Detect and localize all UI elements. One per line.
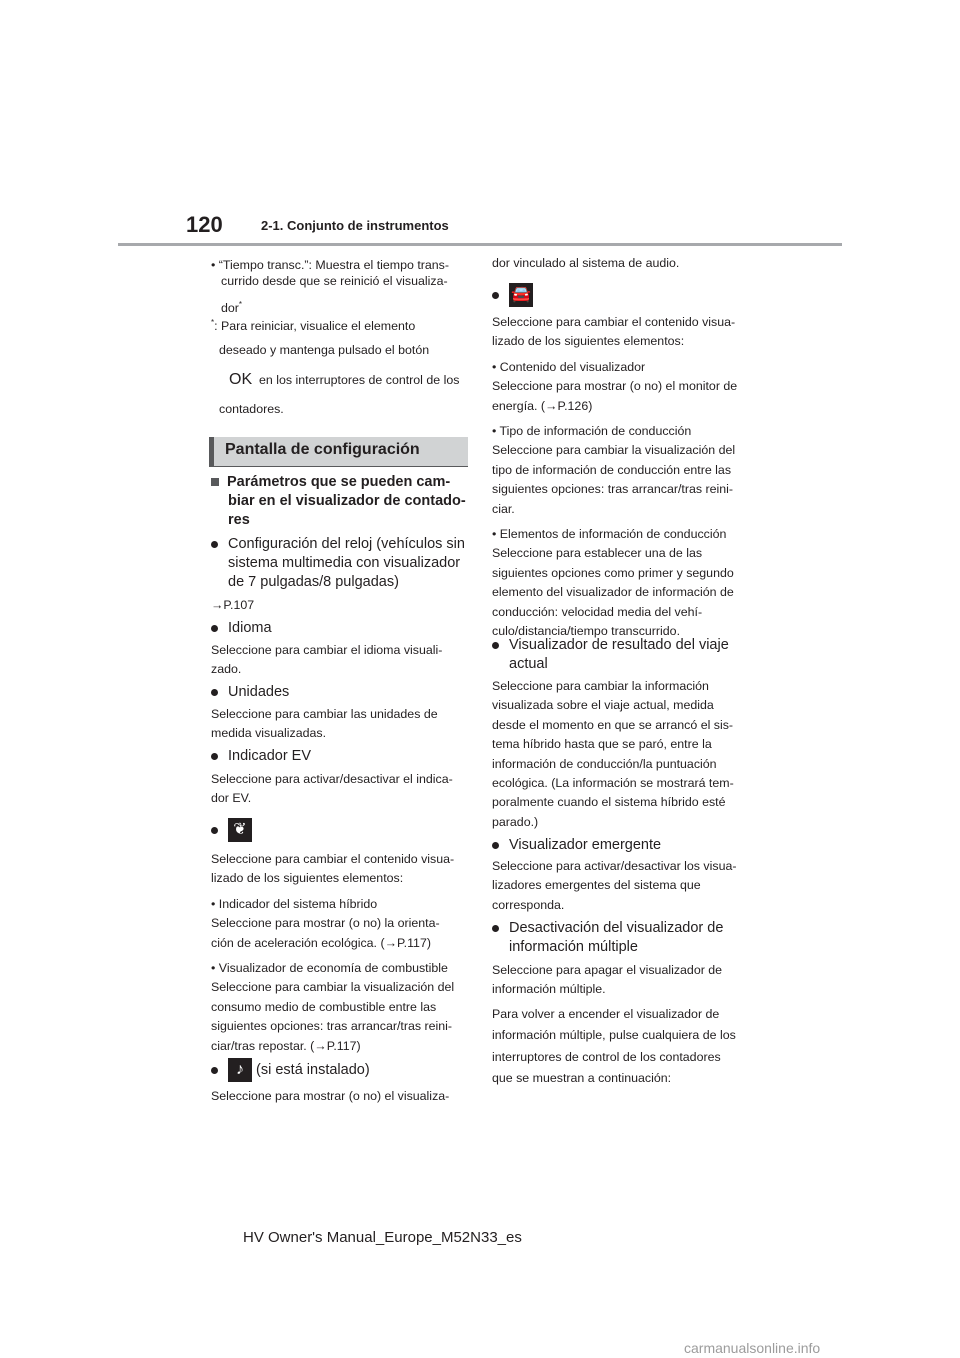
bullet-icon — [211, 1067, 218, 1074]
music-note-icon: ♪ — [228, 1058, 252, 1082]
item-audio-heading: ♪ (si está instalado) — [211, 1058, 370, 1082]
subheading: Parámetros que se pueden cam- biar en el visualizador de contado- res — [211, 473, 466, 530]
item-trip-heading: Visualizador de resultado del viaje actual — [492, 636, 729, 674]
bullet-icon — [211, 689, 218, 696]
item-eco-heading — [211, 818, 252, 842]
page-number: 120 — [186, 212, 223, 237]
eco-leaf-icon: ❦ — [228, 818, 252, 842]
bullet-icon — [492, 292, 499, 299]
square-bullet-icon — [211, 478, 219, 486]
bullet-icon — [211, 753, 218, 760]
bullet-icon — [211, 827, 218, 834]
item-car-heading — [492, 283, 533, 307]
item-off-heading: Desactivación del visualizador de información múltiple — [492, 919, 723, 957]
section-heading-rule — [209, 466, 468, 467]
item-trip-text: Seleccione para cambiar la información visualizada sobre el viaje actual, medida desde el momento en que se arrancó el sis- tema híbrido hasta que se paró, entre la información de conducción/la puntuación ecológica. (La información se mostrará tem- poralmente cuando el sistema híbrido esté parado.) — [492, 679, 734, 829]
car-info-icon: 🚘 — [509, 283, 533, 307]
item-units-text: Seleccione para cambiar las unidades de medida visualizadas. — [211, 707, 438, 741]
item-ev-heading: Indicador EV — [211, 747, 311, 766]
item-car-text: Seleccione para cambiar el contenido visua- lizado de los siguientes elementos: • Contenido del visualizador Seleccione para mostrar (o no) el monitor de energía. (→P.126) • Tipo de información de conducción Seleccione para cambiar la visualización del tipo de información de conducción entre las siguientes opciones: tras arrancar/tras reini- ciar. • Elementos de información de conducción Seleccione para establecer una de las siguientes opciones como primer y segundo elemento del visualizador de información de conducción: velocidad media del vehí- culo/distancia/tiempo transcurrido. — [492, 315, 738, 639]
item-language-text: Seleccione para cambiar el idioma visuali- zado. — [211, 643, 443, 677]
bullet-icon — [492, 925, 499, 932]
section-heading: Pantalla de configuración — [209, 437, 468, 467]
footer-manual-id: HV Owner's Manual_Europe_M52N33_es — [243, 1229, 522, 1246]
footnote: *: Para reiniciar, visualice el elemento deseado y mantenga pulsado el botón OK en los interruptores de control de los contadores. — [211, 318, 460, 417]
ok-button-icon: OK — [229, 370, 253, 388]
bullet-icon — [492, 642, 499, 649]
item-units-heading: Unidades — [211, 683, 289, 702]
section-title: 2-1. Conjunto de instrumentos — [261, 218, 449, 233]
item-off-text: Seleccione para apagar el visualizador de información múltiple. — [492, 963, 723, 997]
item-ev-text: Seleccione para activar/desactivar el indica- dor EV. — [211, 772, 453, 806]
item-popup-text: Seleccione para activar/desactivar los visua- lizadores emergentes del sistema que corresponda. — [492, 859, 737, 912]
bullet-icon — [492, 842, 499, 849]
ref-clock[interactable]: →P.107 — [211, 598, 255, 612]
item-audio-text: Seleccione para mostrar (o no) el visualiza- — [211, 1089, 450, 1103]
item-popup-heading: Visualizador emergente — [492, 836, 661, 855]
item-language-heading: Idioma — [211, 619, 272, 638]
bullet-icon — [211, 541, 218, 548]
header-rule — [118, 243, 842, 246]
item-on-text: Para volver a encender el visualizador de información múltiple, pulse cualquiera de los interruptores de control de los contadores que se muestran a continuación: — [492, 1007, 736, 1085]
item-audio-cont: dor vinculado al sistema de audio. — [492, 256, 680, 270]
item-clock: Configuración del reloj (vehículos sin sistema multimedia con visualizador de 7 pulgadas/8 pulgadas) — [211, 535, 465, 592]
bullet-icon — [211, 625, 218, 632]
item-elapsed: • “Tiempo transc.”: Muestra el tiempo trans- currido desde que se reinició el visualiza- dor* — [211, 258, 449, 316]
watermark: carmanualsonline.info — [684, 1340, 821, 1356]
item-eco-text: Seleccione para cambiar el contenido visua- lizado de los siguientes elementos: • Indicador del sistema híbrido Seleccione para mostrar (o no) la orienta- ción de aceleración ecológica. (→P.117) • Visualizador de economía de combustible Seleccione para cambiar la visualización del consumo medio de combustible entre las siguientes opciones: tras arrancar/tras reini- ciar/tras repostar. (→P.117) — [211, 852, 455, 1053]
